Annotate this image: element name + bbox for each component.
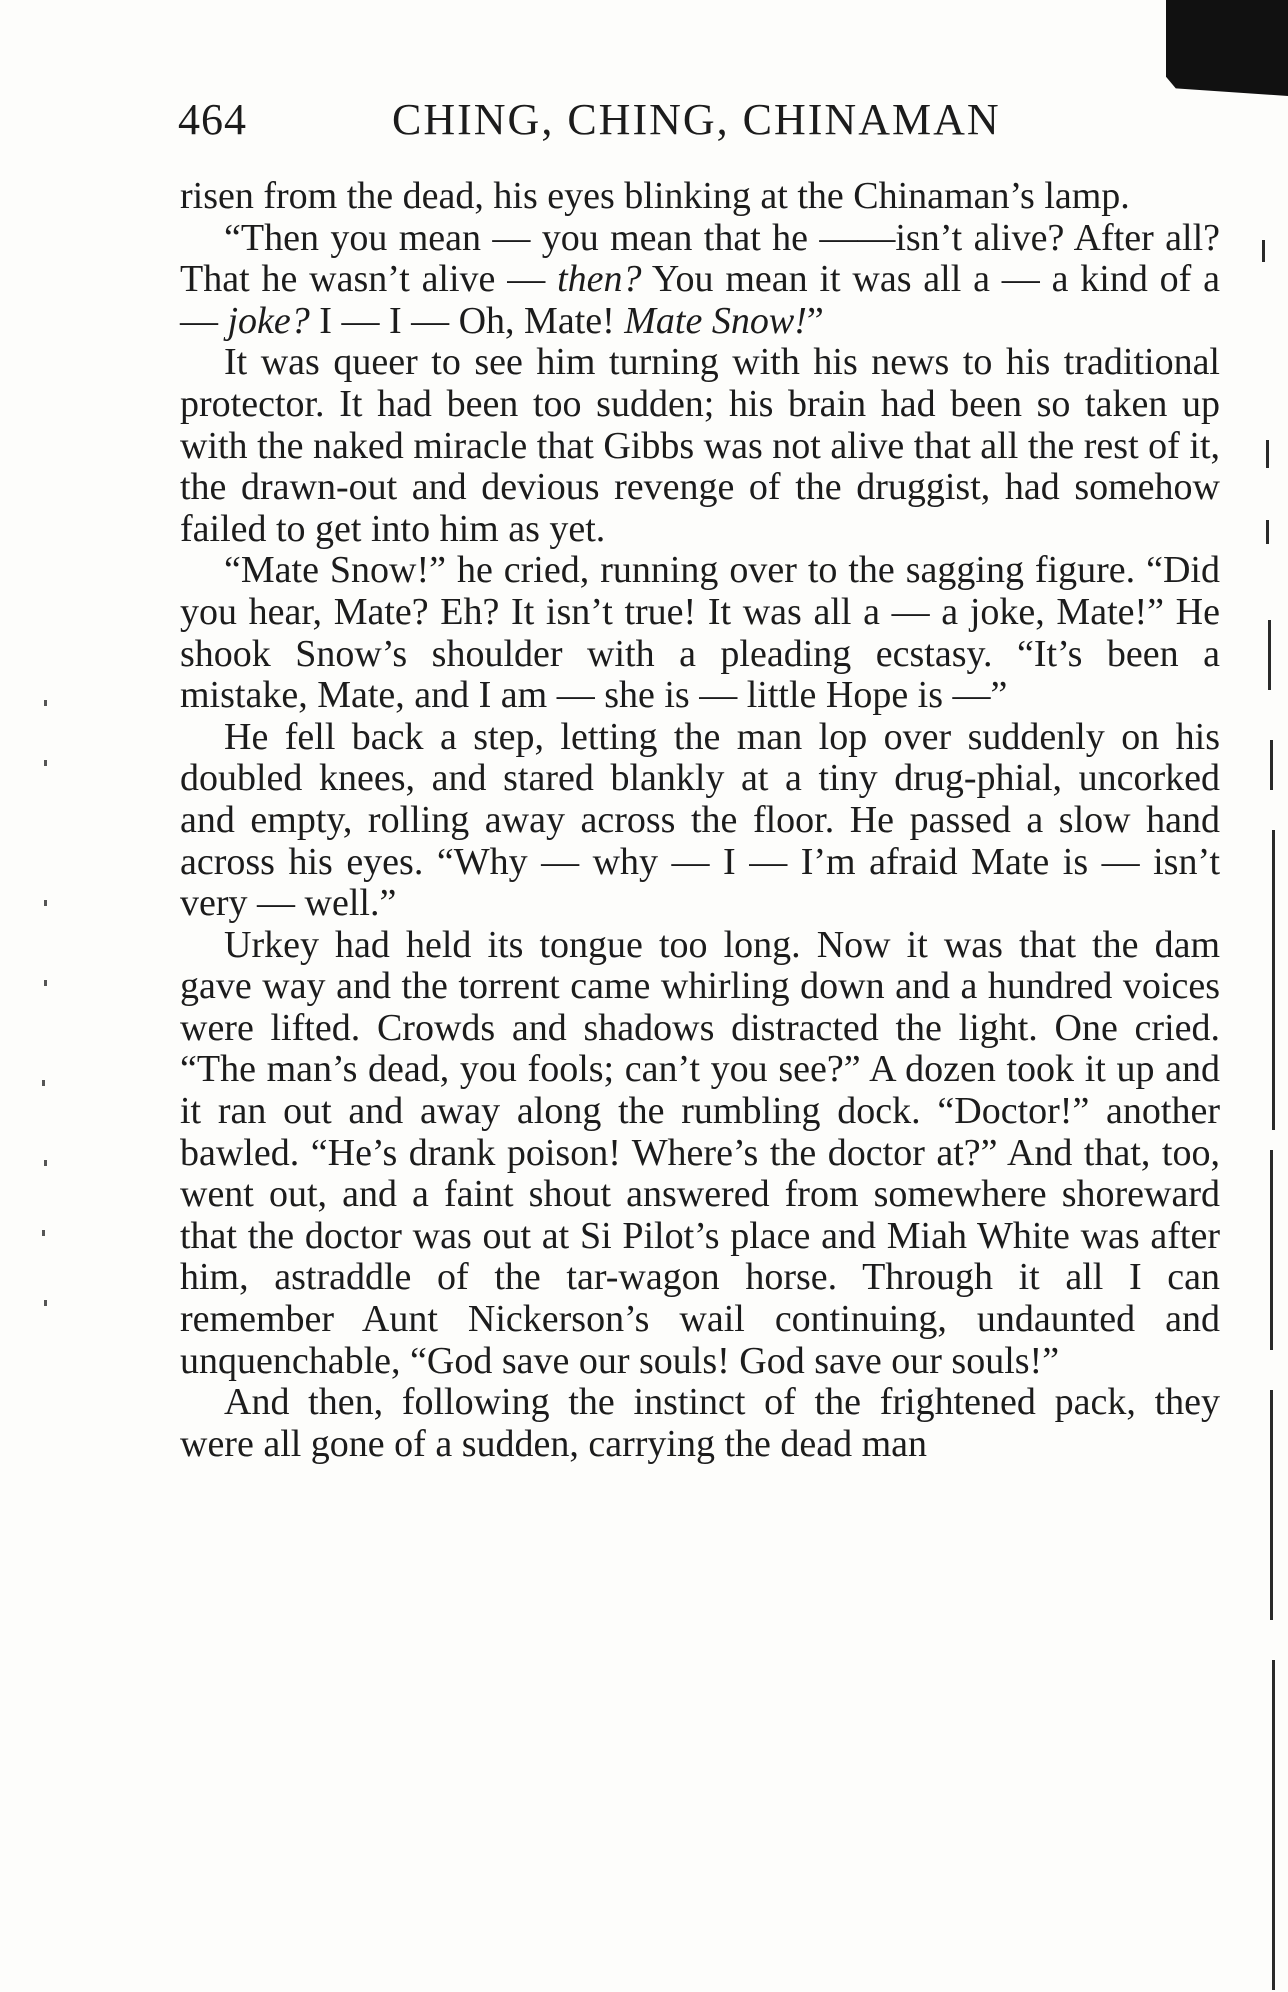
body-text [180,176,1220,1465]
page-edge-line [1266,520,1269,544]
page-header [178,94,1078,154]
paragraph [180,218,1220,343]
paragraph-text: “Then you mean — you mean that he ——isn’t alive? After all? That he wasn’t alive — [180,216,1220,301]
margin-speck [44,700,47,706]
page-edge-line [1272,1660,1275,1990]
margin-speck [44,1160,47,1166]
paragraph: And then, following the instinct of the frightened pack, they were all gone of a sudden, carrying the dead man [180,1381,1220,1465]
margin-speck [44,760,47,766]
page-edge-line [1270,740,1273,790]
page-number: 464 [178,95,247,144]
italic-text: Mate Snow! [624,299,807,342]
scan-edge-mark [1166,0,1288,96]
page-edge-line [1272,830,1275,1130]
paragraph: It was queer to see him turning with his news to his traditional protector. It had been too sudden; his brain had been so taken up with the naked miracle that Gibbs was not alive that all the rest of it, the drawn-out and devious revenge of the druggist, had somehow failed to get into him as yet. [180,341,1220,550]
page-edge-line [1270,1150,1273,1350]
italic-text: then? [557,258,642,301]
paragraph-text: I — I — Oh, Mate! [319,299,615,342]
margin-speck [44,900,47,906]
paragraph-continuation: risen from the dead, his eyes blinking at the Chinaman’s lamp. [180,175,1130,217]
margin-speck [44,1300,47,1306]
margin-speck [42,1080,45,1086]
margin-speck [44,980,47,986]
margin-speck [42,1230,45,1236]
italic-text: joke? [227,299,310,342]
paragraph: Urkey had held its tongue too long. Now it was that the dam gave way and the torrent came whirling down and a hundred voices were lifted. Crowds and shadows distracted the light. One cried. “The man’s dead, you fools; can’t you see?” A dozen took it up and it ran out and away along the rumbling dock. “Doctor!” another bawled. “He’s drank poison! Where’s the doctor at?” And that, too, went out, and a faint shout answered from somewhere shoreward that the doctor was out at Si Pilot’s place and Miah White was after him, astraddle of the tar-wagon horse. Through it all I can remember Aunt Nickerson’s wail continuing, undaunted and unquenchable, “God save our souls! God save our souls!” [180,923,1220,1382]
page-edge-line [1268,620,1271,690]
paragraph: “Mate Snow!” he cried, running over to the sagging figure. “Did you hear, Mate? Eh? It isn’t true! It was all a — a joke, Mate!” He shook Snow’s shoulder with a pleading ecstasy. “It’s been a mistake, Mate, and I am — she is — little Hope is —” [180,549,1220,717]
paragraph: He fell back a step, letting the man lop over suddenly on his doubled knees, and stared blankly at a tiny drug-phial, uncorked and empty, rolling away across the floor. He passed a slow hand across his eyes. “Why — why — I — I’m afraid Mate is — isn’t very — well.” [180,715,1220,925]
paragraph-text: You mean it was all a — a kind of a — [180,258,1220,342]
paragraph-text: ” [806,299,824,342]
page-edge-line [1262,240,1265,262]
page-edge-line [1270,1390,1273,1620]
page-edge-line [1266,440,1269,468]
running-title: CHING, CHING, CHINAMAN [392,95,1001,144]
